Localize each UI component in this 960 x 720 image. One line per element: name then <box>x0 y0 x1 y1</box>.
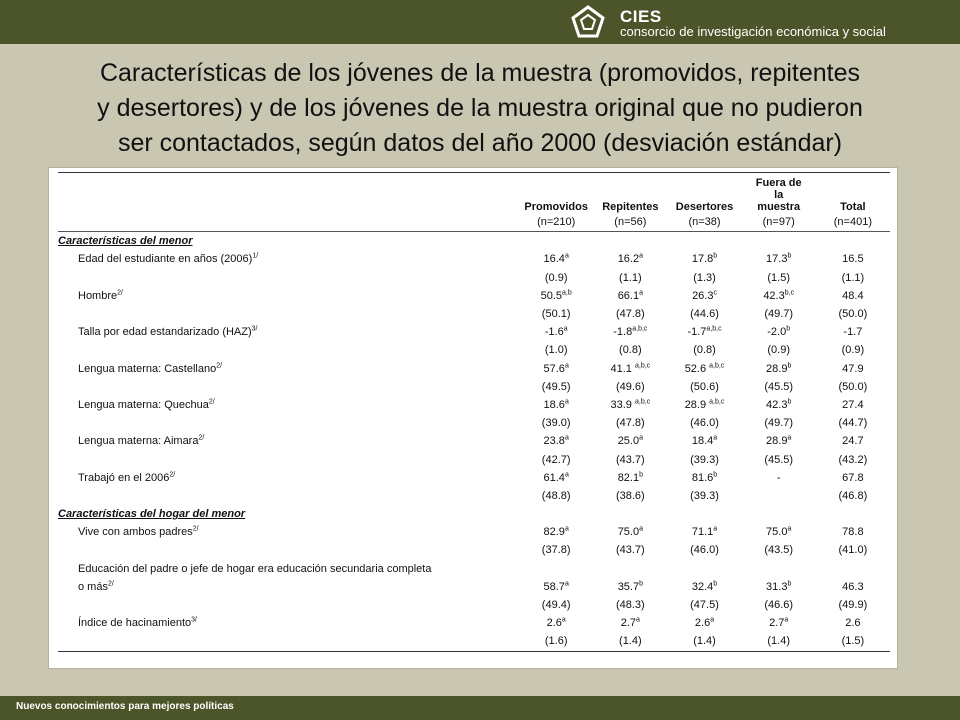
row-label-text: Índice de hacinamiento <box>78 617 192 630</box>
table-body <box>58 232 890 651</box>
significance-marker: a <box>564 525 569 533</box>
footnote-marker: 1/ <box>252 252 259 260</box>
sd-cell: (49.4) <box>541 599 571 612</box>
significance-marker: b <box>787 398 792 406</box>
row-label-text: Lengua materna: Quechua <box>78 398 209 411</box>
significance-marker: a,b,c <box>634 361 651 369</box>
table-row <box>58 614 890 632</box>
table-row-sd <box>58 450 890 468</box>
sd-cell: (39.3) <box>690 489 719 502</box>
value-cell <box>667 287 741 305</box>
column-header: Desertores <box>667 173 741 214</box>
value-cell <box>667 523 741 541</box>
sd-cell: (43.2) <box>838 453 868 466</box>
value: -2.0 <box>767 326 787 339</box>
row-label-text: Hombre <box>78 289 118 302</box>
row-label <box>58 469 519 487</box>
table-row <box>58 360 890 378</box>
significance-marker: a <box>787 525 792 533</box>
title-line-2: y desertores) y de los jóvenes de la muestra original que no pudieron <box>97 94 863 122</box>
significance-marker: a <box>710 616 715 624</box>
value-cell <box>742 432 816 450</box>
value-cell <box>742 250 816 268</box>
value-cell <box>816 250 890 268</box>
table-row-sd <box>58 305 890 323</box>
value: -1.7 <box>687 326 707 339</box>
sd-cell: (49.7) <box>764 417 794 430</box>
row-label: Educación del padre o jefe de hogar era educación secundaria completa <box>78 562 432 575</box>
value-cell <box>519 287 593 305</box>
footer-tagline: Nuevos conocimientos para mejores políticas <box>16 701 234 712</box>
value: 16.2 <box>617 253 640 266</box>
table-row-sd <box>58 414 890 432</box>
value: 17.8 <box>691 253 714 266</box>
row-label <box>58 250 519 268</box>
sd-cell: (1.4) <box>593 632 667 651</box>
table-row-sd <box>58 541 890 559</box>
sd-cell: (1.4) <box>667 632 741 651</box>
column-header-line: muestra <box>757 201 801 213</box>
row-label <box>58 614 519 632</box>
sd-cell: (43.7) <box>615 544 645 557</box>
sd-cell: (48.8) <box>541 489 571 502</box>
row-label-blank <box>58 541 519 559</box>
value: 50.5 <box>540 289 563 302</box>
section-header-row <box>58 232 890 251</box>
value: 67.8 <box>842 471 864 484</box>
value-cell <box>667 250 741 268</box>
value: 35.7 <box>617 580 640 593</box>
table-row-sd <box>58 341 890 359</box>
value: 26.3 <box>692 289 714 302</box>
pentagon-logo-icon <box>570 4 606 40</box>
sd-cell: (46.0) <box>690 417 719 430</box>
sd-cell: (37.8) <box>541 544 571 557</box>
footnote-marker: 2/ <box>208 398 215 406</box>
row-label-blank <box>58 596 519 614</box>
value: - <box>776 471 781 484</box>
sd-cell: (47.8) <box>615 308 645 321</box>
table-panel <box>48 167 898 669</box>
table-row <box>58 323 890 341</box>
significance-marker: a,b,c <box>709 398 725 406</box>
significance-marker: c <box>713 289 717 297</box>
table-row-sd <box>58 378 890 396</box>
section-header-row <box>58 505 890 523</box>
row-label <box>58 396 519 414</box>
value: 2.6 <box>845 617 861 630</box>
value-cell <box>519 523 593 541</box>
table-row-sd <box>58 487 890 505</box>
value-cell <box>816 578 890 596</box>
footnote-marker: 2/ <box>192 525 199 533</box>
value-cell <box>593 523 667 541</box>
brand-name: CIES <box>620 7 662 26</box>
footnote-marker: 2/ <box>169 471 176 479</box>
sd-cell: (46.8) <box>838 489 868 502</box>
value-cell <box>593 360 667 378</box>
significance-marker: a <box>784 616 789 624</box>
significance-marker: b <box>787 580 792 588</box>
value-cell <box>519 323 593 341</box>
significance-marker: b <box>639 471 644 479</box>
value: 31.3 <box>766 580 788 593</box>
row-label <box>58 578 519 596</box>
header-bar <box>0 0 960 44</box>
significance-marker: a <box>713 434 718 442</box>
row-label-text: Lengua materna: Aimara <box>78 435 199 448</box>
significance-marker: a <box>639 434 644 442</box>
sd-cell: (0.8) <box>693 344 716 357</box>
sd-cell: (45.5) <box>764 380 794 393</box>
row-label-text: o más <box>78 580 108 593</box>
value: 42.3 <box>763 289 785 302</box>
section-title: Características del menor <box>58 235 193 248</box>
slide-title <box>0 56 960 161</box>
sd-cell: (43.7) <box>615 453 645 466</box>
significance-marker: a,b <box>562 289 572 297</box>
sd-cell: (1.5) <box>767 271 790 284</box>
row-label <box>58 432 519 450</box>
table-row <box>58 250 890 268</box>
brand-subtitle: consorcio de investigación económica y social <box>620 24 886 39</box>
value-cell <box>593 578 667 596</box>
sd-cell: (49.7) <box>764 308 794 321</box>
value: 33.9 <box>610 398 635 411</box>
table-row-sd <box>58 632 890 651</box>
value-cell <box>667 432 741 450</box>
sd-cell: (50.0) <box>838 308 868 321</box>
sd-cell: (49.5) <box>541 380 571 393</box>
value-cell <box>816 287 890 305</box>
value: 47.9 <box>842 362 864 375</box>
column-header: Total <box>816 173 890 214</box>
value: 71.1 <box>691 526 714 539</box>
sd-cell: (1.5) <box>816 632 890 651</box>
value: -1.8 <box>613 326 633 339</box>
significance-marker: a <box>639 252 644 260</box>
sd-cell: (42.7) <box>541 453 571 466</box>
value-cell <box>742 360 816 378</box>
value: 25.0 <box>617 435 640 448</box>
sd-cell: (1.4) <box>742 632 816 651</box>
sd-cell: (0.8) <box>619 344 642 357</box>
value-cell <box>593 287 667 305</box>
value-cell <box>519 396 593 414</box>
sd-cell: (0.9) <box>767 344 790 357</box>
row-label-blank <box>58 378 519 396</box>
value-cell <box>742 523 816 541</box>
sample-size: (n=97) <box>742 213 816 232</box>
significance-marker: a <box>639 525 644 533</box>
value-cell <box>667 614 741 632</box>
data-table <box>58 172 890 652</box>
value-cell <box>519 578 593 596</box>
column-header: Repitentes <box>593 173 667 214</box>
footnote-marker: 3/ <box>191 616 197 624</box>
row-label-blank <box>58 487 519 505</box>
significance-marker: a <box>636 616 640 624</box>
value-cell <box>667 578 741 596</box>
row-label-text: Edad del estudiante en años (2006) <box>78 253 253 266</box>
value-cell <box>816 396 890 414</box>
value: 32.4 <box>691 580 714 593</box>
column-header-line: la <box>774 189 784 201</box>
value-cell <box>593 614 667 632</box>
title-line-3: ser contactados, según datos del año 2000 (desviación estándar) <box>117 129 843 157</box>
row-label-blank <box>58 341 519 359</box>
sd-cell: (47.5) <box>690 599 719 612</box>
value-cell <box>816 323 890 341</box>
value-cell <box>742 287 816 305</box>
value: 28.9 <box>766 362 788 375</box>
sd-cell: (39.3) <box>690 453 719 466</box>
sd-cell: (49.9) <box>838 599 868 612</box>
sd-cell: (43.5) <box>764 544 794 557</box>
value: 46.3 <box>842 580 864 593</box>
value-cell <box>593 323 667 341</box>
sd-cell: (41.0) <box>838 544 868 557</box>
value: 17.3 <box>766 253 788 266</box>
header-blank <box>58 213 519 232</box>
sd-cell: (1.1) <box>619 271 642 284</box>
column-header-row <box>58 173 890 214</box>
value: 75.0 <box>617 526 640 539</box>
significance-marker: a <box>564 361 569 369</box>
sample-size: (n=401) <box>816 213 890 232</box>
table-row-sd <box>58 596 890 614</box>
value: 2.7 <box>620 617 637 630</box>
sd-cell <box>742 487 816 505</box>
row-label-blank <box>58 269 519 287</box>
significance-marker: a,b,c <box>706 325 722 333</box>
value-cell <box>742 614 816 632</box>
sd-cell: (1.1) <box>841 271 865 284</box>
value: 48.4 <box>842 289 864 302</box>
sd-cell: (0.9) <box>544 271 568 284</box>
value: 82.1 <box>617 471 640 484</box>
value: 2.6 <box>694 617 711 630</box>
value-cell <box>519 360 593 378</box>
sample-size: (n=38) <box>667 213 741 232</box>
value: 18.4 <box>691 435 714 448</box>
value: 23.8 <box>543 435 565 448</box>
significance-marker: b,c <box>784 289 795 297</box>
sd-cell: (50.1) <box>541 308 571 321</box>
sample-size-row <box>58 213 890 232</box>
value-cell <box>593 432 667 450</box>
row-label-text: Trabajó en el 2006 <box>78 471 170 484</box>
value-cell <box>742 323 816 341</box>
value-cell <box>742 578 816 596</box>
significance-marker: a <box>563 325 568 333</box>
table-row-sd <box>58 269 890 287</box>
title-line-1: Características de los jóvenes de la muestra (promovidos, repitentes <box>99 59 861 87</box>
sd-cell: (50.6) <box>690 380 719 393</box>
sd-cell: (38.6) <box>615 489 645 502</box>
value-cell <box>816 432 890 450</box>
sd-cell: (1.3) <box>693 271 716 284</box>
sd-cell: (0.9) <box>841 344 865 357</box>
row-label <box>58 523 519 541</box>
section-title: Características del hogar del menor <box>58 508 246 521</box>
value: -1.6 <box>544 326 564 339</box>
value: -1.7 <box>843 326 863 339</box>
value-cell <box>816 614 890 632</box>
significance-marker: a <box>639 289 644 297</box>
value-cell <box>519 250 593 268</box>
value: 52.6 <box>684 362 710 375</box>
sd-cell: (44.7) <box>838 417 868 430</box>
footnote-marker: 2/ <box>198 434 205 442</box>
sd-cell: (47.8) <box>615 417 645 430</box>
value-cell <box>667 396 741 414</box>
value-cell <box>667 323 741 341</box>
value: 78.8 <box>842 526 864 539</box>
value-cell <box>593 469 667 487</box>
value: 28.9 <box>766 435 788 448</box>
value: 61.4 <box>543 471 565 484</box>
row-label <box>58 287 519 305</box>
sd-cell: (50.0) <box>838 380 868 393</box>
sd-cell: (1.0) <box>544 344 568 357</box>
significance-marker: b <box>713 252 718 260</box>
sd-cell: (45.5) <box>764 453 794 466</box>
table-row <box>58 396 890 414</box>
value: 57.6 <box>543 362 565 375</box>
footnote-marker: 2/ <box>117 289 123 297</box>
footnote-marker: 2/ <box>216 361 223 369</box>
sd-cell: (1.6) <box>519 632 593 651</box>
footer-bar <box>0 696 960 720</box>
sample-size: (n=210) <box>519 213 593 232</box>
table-row <box>58 469 890 487</box>
value: 58.7 <box>543 580 565 593</box>
table-row <box>58 287 890 305</box>
value: 16.4 <box>543 253 565 266</box>
significance-marker: a,b,c <box>634 398 651 406</box>
sd-cell: (44.6) <box>690 308 719 321</box>
significance-marker: a <box>564 434 569 442</box>
row-label <box>58 323 519 341</box>
column-header: Promovidos <box>519 173 593 214</box>
significance-marker: a <box>564 580 569 588</box>
row-label-blank <box>58 305 519 323</box>
table-row <box>58 578 890 596</box>
significance-marker: b <box>713 471 718 479</box>
significance-marker: a <box>713 525 718 533</box>
value-cell <box>519 469 593 487</box>
sd-cell: (46.0) <box>690 544 719 557</box>
significance-marker: a <box>561 616 566 624</box>
value: 82.9 <box>543 526 565 539</box>
row-label-blank <box>58 414 519 432</box>
significance-marker: a,b,c <box>709 361 725 369</box>
significance-marker: a <box>787 434 792 442</box>
significance-marker: a,b,c <box>632 325 648 333</box>
value: 18.6 <box>543 398 565 411</box>
significance-marker: b <box>787 252 792 260</box>
table-row <box>58 560 890 578</box>
value: 75.0 <box>766 526 788 539</box>
value-cell <box>742 396 816 414</box>
significance-marker: b <box>639 580 644 588</box>
significance-marker: b <box>787 361 792 369</box>
value-cell <box>816 469 890 487</box>
value: 28.9 <box>684 398 710 411</box>
significance-marker: a <box>564 471 569 479</box>
sd-cell: (39.0) <box>541 417 571 430</box>
row-label-blank <box>58 450 519 468</box>
sd-cell: (49.6) <box>615 380 645 393</box>
sd-cell: (48.3) <box>615 599 645 612</box>
header-blank <box>58 173 519 214</box>
table-row <box>58 432 890 450</box>
value-cell <box>667 360 741 378</box>
value: 27.4 <box>842 398 864 411</box>
footnote-marker: 3/ <box>251 325 258 333</box>
sample-size: (n=56) <box>593 213 667 232</box>
value-cell <box>519 432 593 450</box>
value-cell <box>816 523 890 541</box>
value: 2.6 <box>546 617 562 630</box>
row-label-text: Talla por edad estandarizado (HAZ) <box>78 326 252 339</box>
sd-cell: (46.6) <box>764 599 794 612</box>
value-cell <box>742 469 816 487</box>
value-cell <box>593 250 667 268</box>
row-label <box>58 360 519 378</box>
significance-marker: a <box>564 398 569 406</box>
value: 42.3 <box>766 398 788 411</box>
value: 2.7 <box>769 617 785 630</box>
value: 41.1 <box>610 362 635 375</box>
row-label-blank <box>58 632 519 651</box>
value-cell <box>519 614 593 632</box>
table-row <box>58 523 890 541</box>
value-cell <box>593 396 667 414</box>
value: 66.1 <box>617 289 640 302</box>
row-label-text: Vive con ambos padres <box>78 526 193 539</box>
value-cell <box>667 469 741 487</box>
significance-marker: b <box>713 580 718 588</box>
row-label-text: Lengua materna: Castellano <box>78 362 217 375</box>
significance-marker: b <box>786 325 791 333</box>
cies-logo <box>560 0 960 44</box>
value: 24.7 <box>842 435 864 448</box>
footnote-marker: 2/ <box>107 580 114 588</box>
significance-marker: a <box>564 252 569 260</box>
value: 81.6 <box>691 471 714 484</box>
column-header-line: Fuera de <box>755 177 802 189</box>
value-cell <box>816 360 890 378</box>
value: 16.5 <box>842 253 864 266</box>
column-header-fuera <box>742 173 816 214</box>
